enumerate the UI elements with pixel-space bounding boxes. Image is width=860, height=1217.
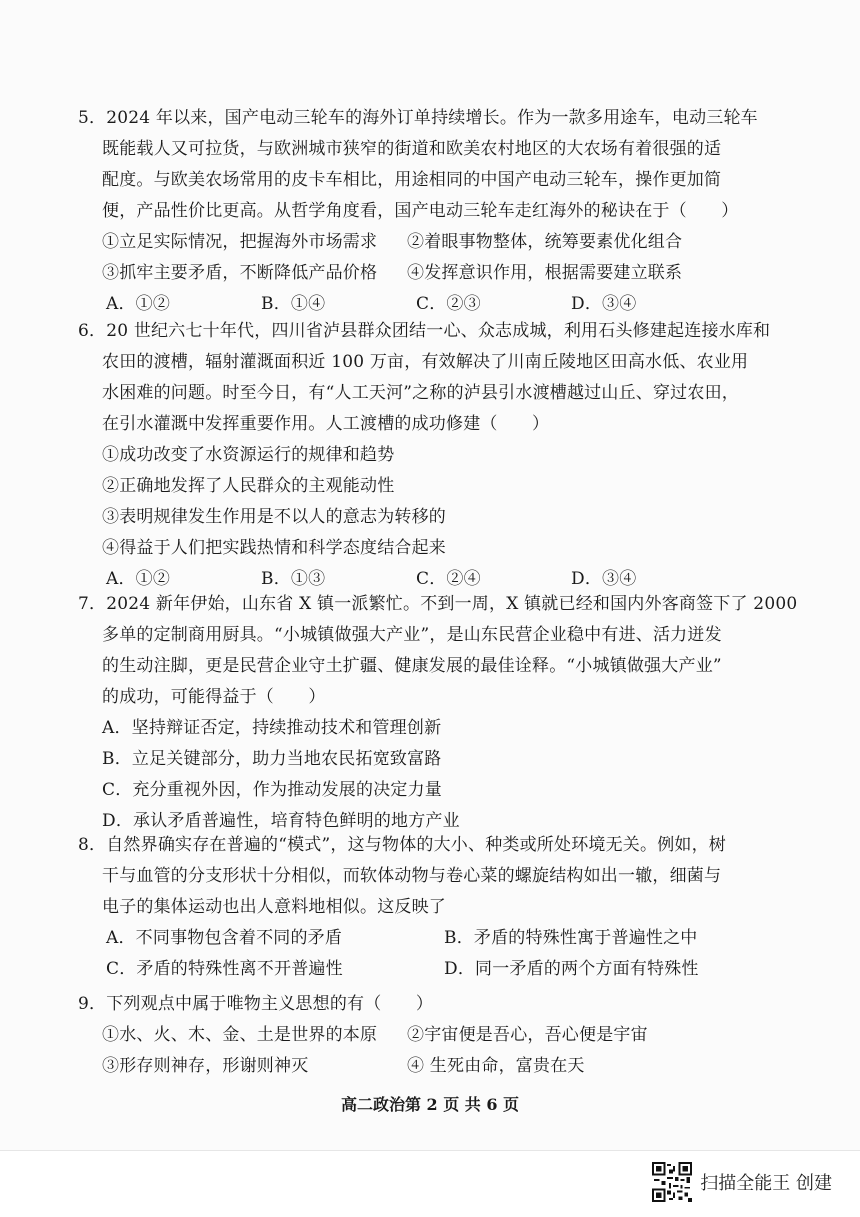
qr-code-icon xyxy=(652,1162,692,1202)
question-5-stem-line: 便，产品性价比更高。从哲学角度看，国产电动三轮车走红海外的秘诀在于（ ） xyxy=(102,201,739,221)
option-b: B．矛盾的特殊性寓于普遍性之中 xyxy=(444,928,698,948)
question-9-stem-line: 9．下列观点中属于唯物主义思想的有（ ） xyxy=(78,994,434,1014)
option-c: C．②④ xyxy=(416,569,481,589)
question-5-item-4: ④发挥意识作用，根据需要建立联系 xyxy=(407,263,683,283)
question-8-stem-line: 8．自然界确实存在普遍的“模式”，这与物体的大小、种类或所处环境无关。例如，树 xyxy=(78,835,726,855)
question-9-items-row xyxy=(78,1020,738,1051)
option-d: D．同一矛盾的两个方面有特殊性 xyxy=(444,959,699,979)
scanner-watermark xyxy=(652,1162,832,1202)
question-6-stem-line: 6．20 世纪六七十年代，四川省泸县群众团结一心、众志成城，利用石头修建起连接水库和 xyxy=(78,321,771,341)
question-7-stem-line: 多单的定制商用厨具。“小城镇做强大产业”，是山东民营企业稳中有进、活力迸发 xyxy=(102,625,722,645)
question-5-item-3: ③抓牢主要矛盾，不断降低产品价格 xyxy=(102,263,378,283)
question-8-stem-line: 干与血管的分支形状十分相似，而软体动物与卷心菜的螺旋结构如出一辙，细菌与 xyxy=(102,866,722,886)
question-5-stem-line: 既能载人又可拉货，与欧洲城市狭窄的街道和欧美农村地区的大农场有着很强的适 xyxy=(102,139,722,159)
question-6-item-3: ③表明规律发生作用是不以人的意志为转移的 xyxy=(102,507,446,527)
question-9-item-3: ③形存则神存，形谢则神灭 xyxy=(102,1056,309,1076)
divider xyxy=(0,1150,860,1151)
option-c: C．充分重视外因，作为推动发展的决定力量 xyxy=(102,780,443,800)
question-9-item-2: ②宇宙便是吾心，吾心便是宇宙 xyxy=(407,1025,648,1045)
option-d: D．③④ xyxy=(571,569,637,589)
question-5-items-row xyxy=(78,227,738,258)
option-d: D．承认矛盾普遍性，培育特色鲜明的地方产业 xyxy=(102,811,460,831)
option-a: A．①② xyxy=(106,569,171,589)
question-9 xyxy=(78,989,738,1082)
question-7-stem-line: 的生动注脚，更是民营企业守土扩疆、健康发展的最佳诠释。“小城镇做强大产业” xyxy=(102,656,722,676)
option-b: B．①③ xyxy=(261,569,326,589)
question-8 xyxy=(78,830,738,985)
option-a: A．不同事物包含着不同的矛盾 xyxy=(106,928,343,948)
question-6-item-4: ④得益于人们把实践热情和科学态度结合起来 xyxy=(102,538,446,558)
question-5-item-1: ①立足实际情况，把握海外市场需求 xyxy=(102,232,378,252)
question-6-stem-line: 农田的渡槽，辐射灌溉面积近 100 万亩，有效解决了川南丘陵地区田高水低、农业用 xyxy=(102,352,749,372)
option-c: C．②③ xyxy=(416,294,481,314)
question-8-options-row xyxy=(78,923,738,954)
question-9-item-4: ④ 生死由命，富贵在天 xyxy=(407,1056,585,1076)
option-a: A．①② xyxy=(106,294,171,314)
question-6-item-1: ①成功改变了水资源运行的规律和趋势 xyxy=(102,445,395,465)
question-6-item-2: ②正确地发挥了人民群众的主观能动性 xyxy=(102,476,395,496)
option-b: B．①④ xyxy=(261,294,326,314)
question-6-stem-line: 在引水灌溉中发挥重要作用。人工渡槽的成功修建（ ） xyxy=(102,414,550,434)
option-a: A．坚持辩证否定，持续推动技术和管理创新 xyxy=(102,718,442,738)
question-5-stem-line: 5．2024 年以来，国产电动三轮车的海外订单持续增长。作为一款多用途车，电动三轮车 xyxy=(78,108,758,128)
question-9-item-1: ①水、火、木、金、土是世界的本原 xyxy=(102,1025,378,1045)
page-footer: 高二政治第 2 页 共 6 页 xyxy=(340,1095,520,1114)
question-6 xyxy=(78,316,771,595)
question-9-items-row xyxy=(78,1051,738,1082)
question-7-stem-line: 的成功，可能得益于（ ） xyxy=(102,687,326,707)
option-b: B．立足关键部分，助力当地农民拓宽致富路 xyxy=(102,749,442,769)
question-7 xyxy=(78,589,798,837)
watermark-text: 扫描全能王 创建 xyxy=(700,1173,832,1194)
question-5-stem-line: 配度。与欧美农场常用的皮卡车相比，用途相同的中国产电动三轮车，操作更加简 xyxy=(102,170,722,190)
option-d: D．③④ xyxy=(571,294,637,314)
question-5 xyxy=(78,103,758,320)
question-8-options-row xyxy=(78,954,738,985)
question-5-item-2: ②着眼事物整体，统筹要素优化组合 xyxy=(407,232,683,252)
option-c: C．矛盾的特殊性离不开普遍性 xyxy=(106,959,343,979)
question-7-stem-line: 7．2024 新年伊始，山东省 X 镇一派繁忙。不到一周，X 镇就已经和国内外客商签下了 2000 xyxy=(78,594,798,614)
question-5-items-row xyxy=(78,258,738,289)
question-6-stem-line: 水困难的问题。时至今日，有“人工天河”之称的泸县引水渡槽越过山丘、穿过农田， xyxy=(102,383,739,403)
question-8-stem-line: 电子的集体运动也出人意料地相似。这反映了 xyxy=(102,897,446,917)
